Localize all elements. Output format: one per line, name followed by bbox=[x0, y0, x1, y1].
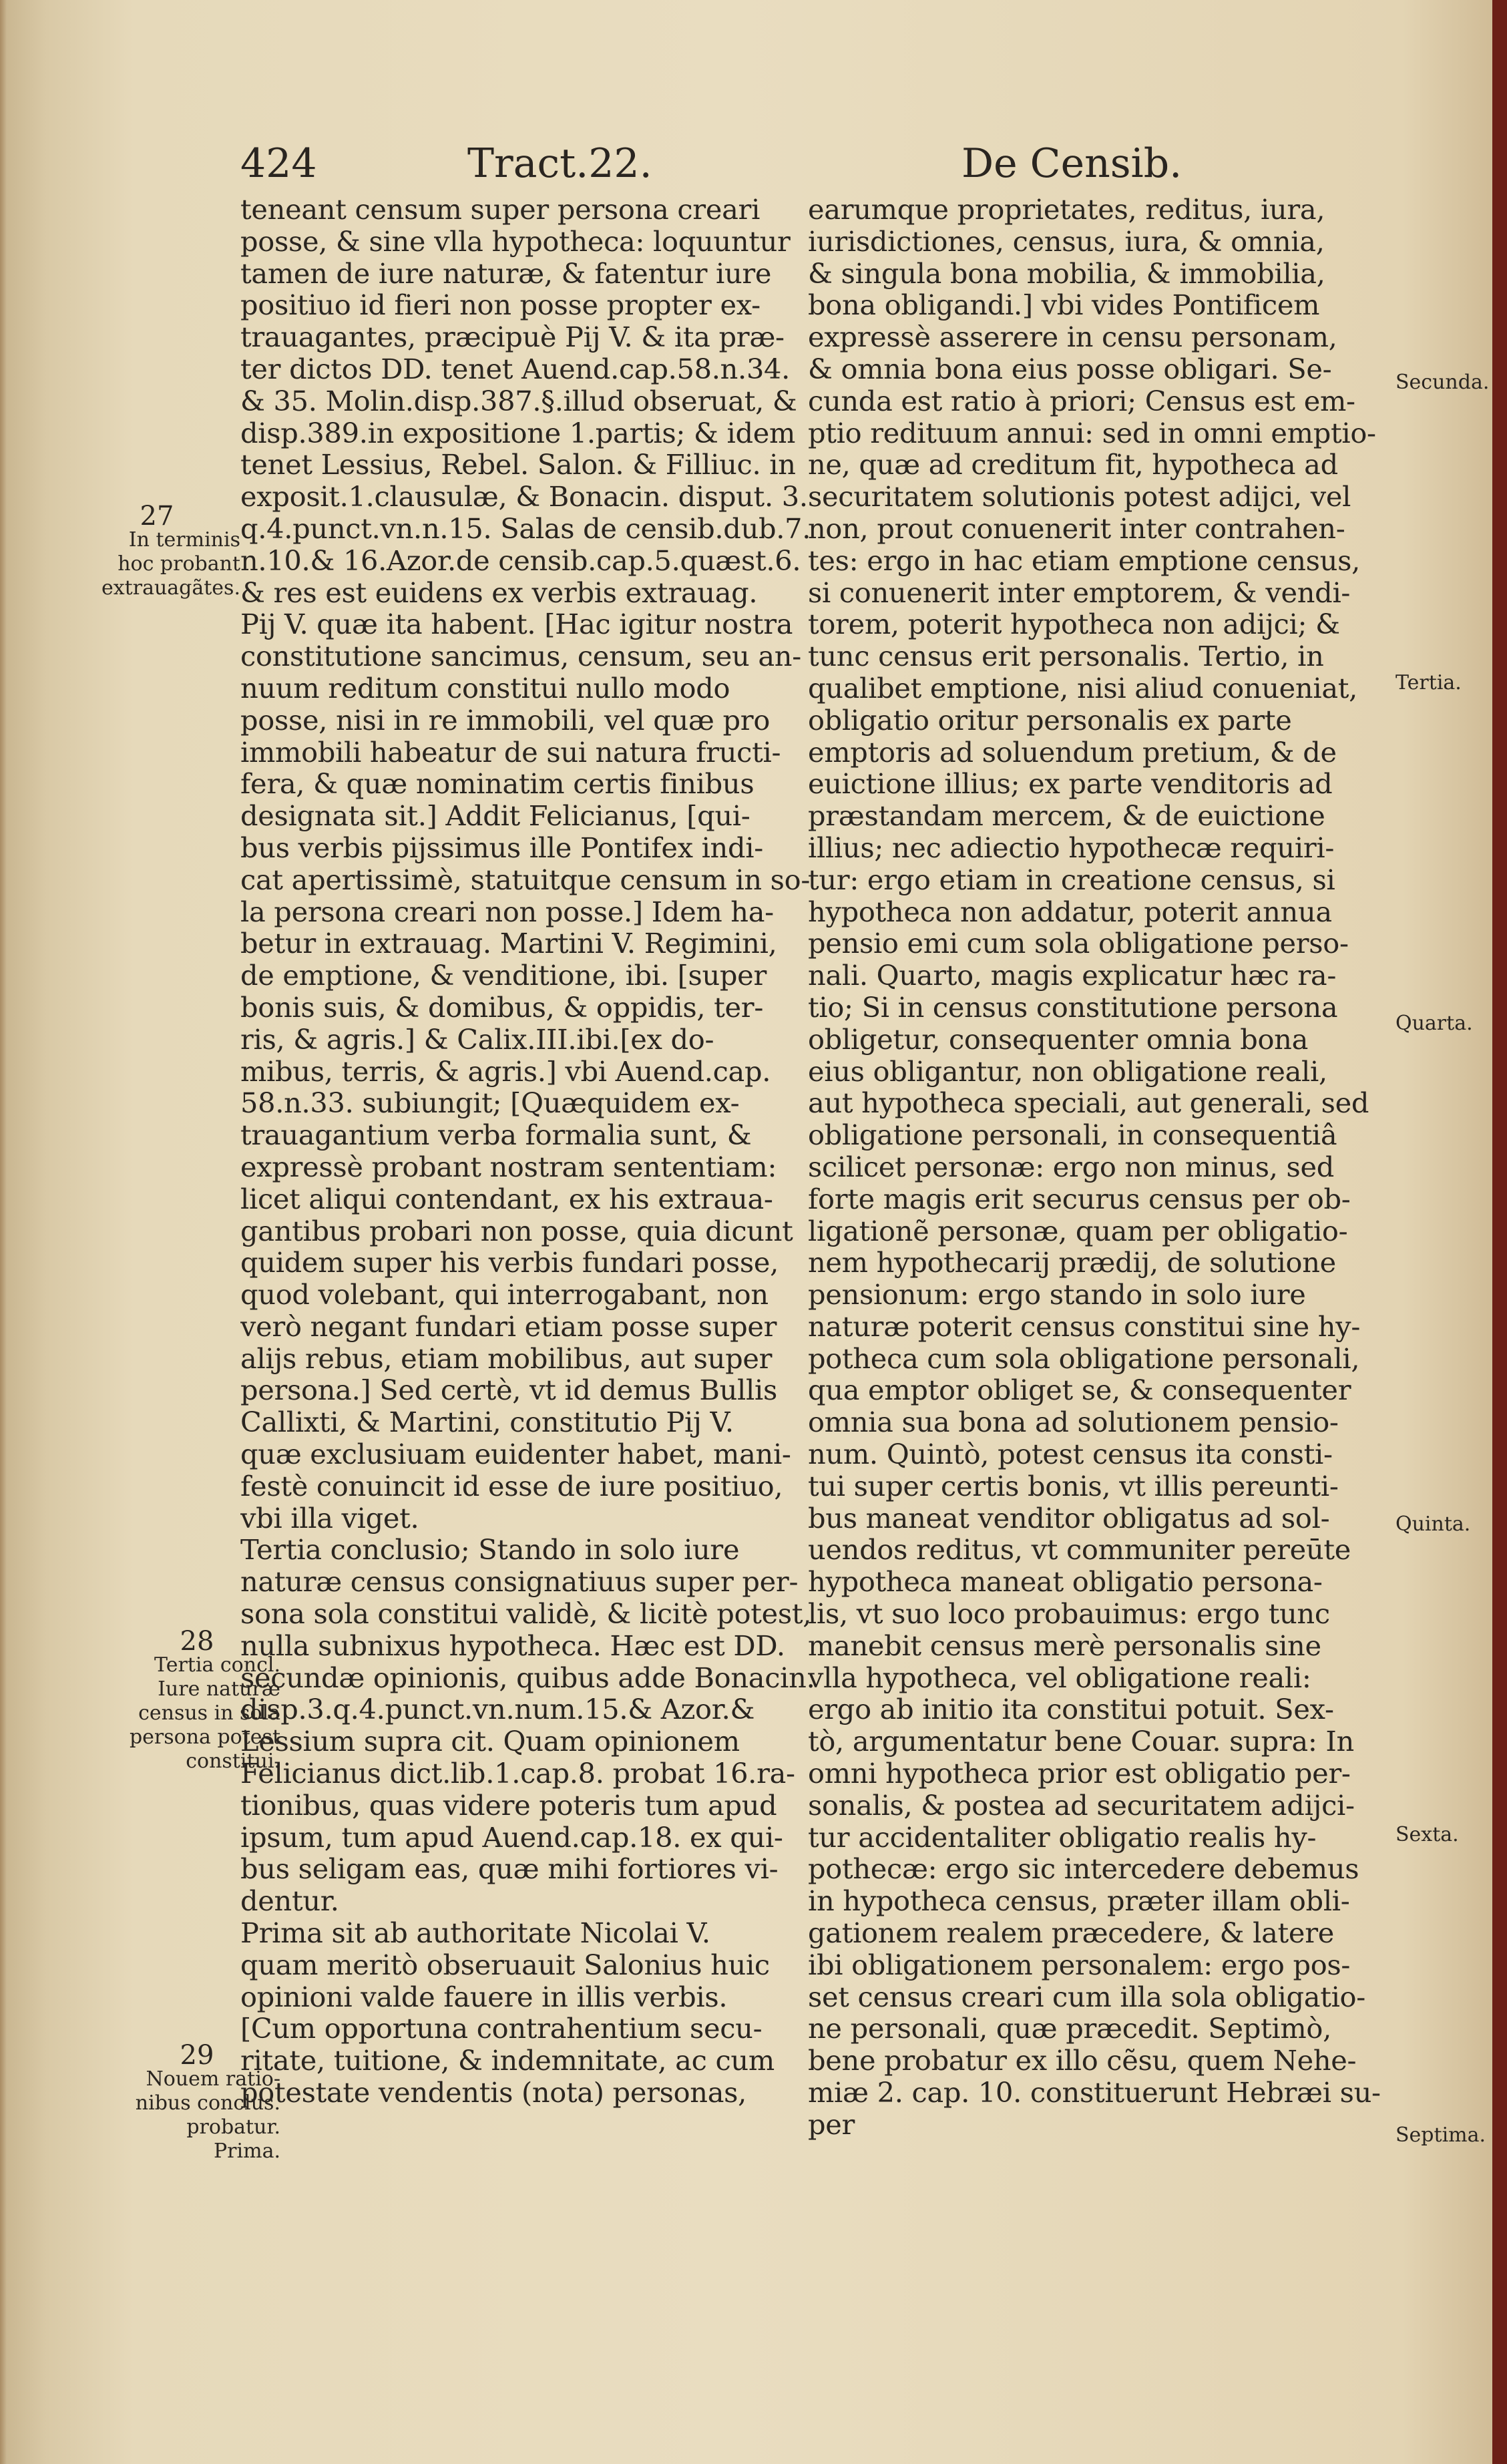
text-line: vbi illa viget. bbox=[240, 1502, 419, 1534]
text-line: lis, vt suo loco probauimus: ergo tunc bbox=[808, 1598, 1330, 1630]
text-line: iurisdictiones, census, iura, & omnia, bbox=[808, 225, 1325, 258]
text-line: immobili habeatur de sui natura fructi- bbox=[240, 736, 781, 769]
text-line: nulla subnixus hypotheca. Hæc est DD. bbox=[240, 1629, 785, 1662]
text-line: ne, quæ ad creditum fit, hypotheca ad bbox=[808, 449, 1338, 481]
text-line: Felicianus dict.lib.1.cap.8. probat 16.ra- bbox=[240, 1758, 795, 1790]
text-line: pensio emi cum sola obligatione perso- bbox=[808, 928, 1349, 960]
text-line: betur in extrauag. Martini V. Regimini, bbox=[240, 928, 777, 960]
text-line: persona.] Sed certè, vt id demus Bullis bbox=[240, 1374, 777, 1407]
text-line: tui super certis bonis, vt illis pereunti- bbox=[808, 1470, 1339, 1502]
text-line: qualibet emptione, nisi aliud conueniat, bbox=[808, 672, 1358, 704]
text-line: tur: ergo etiam in creatione census, si bbox=[808, 863, 1335, 896]
text-line: tunc census erit personalis. Tertio, in bbox=[808, 640, 1324, 672]
margin-note-27 bbox=[73, 501, 240, 600]
text-line: licet aliqui contendant, ex his extraua- bbox=[240, 1183, 773, 1215]
page-number: 424 bbox=[240, 140, 317, 187]
margin-note-29 bbox=[114, 2040, 280, 2164]
text-line: exposit.1.clausulæ, & Bonacin. disput. 3. bbox=[240, 481, 808, 513]
text-line: tò, argumentatur bene Couar. supra: In bbox=[808, 1725, 1354, 1758]
text-line: la persona creari non posse.] Idem ha- bbox=[240, 895, 774, 928]
text-line: q.4.punct.vn.n.15. Salas de censib.dub.7. bbox=[240, 512, 811, 545]
text-line: obligatione personali, in consequentiâ bbox=[808, 1119, 1337, 1151]
text-line: & singula bona mobilia, & immobilia, bbox=[808, 257, 1325, 290]
text-line: ritate, tuitione, & indemnitate, ac cum bbox=[240, 2045, 775, 2077]
text-line: si conuenerit inter emptorem, & vendi- bbox=[808, 576, 1351, 609]
text-line: Tertia conclusio; Stando in solo iure bbox=[240, 1534, 740, 1567]
text-line: obligatio oritur personalis ex parte bbox=[808, 704, 1292, 737]
margin-note-line: Nouem ratio- bbox=[146, 2067, 280, 2091]
text-line: festè conuincit id esse de iure positiuo, bbox=[240, 1470, 783, 1502]
text-line: naturæ census consignatiuus super per- bbox=[240, 1566, 799, 1599]
text-line: miæ 2. cap. 10. constituerunt Hebræi su- bbox=[808, 2077, 1381, 2109]
text-line: nuum reditum constitui nullo modo bbox=[240, 672, 730, 704]
text-line: Callixti, & Martini, constitutio Pij V. bbox=[240, 1406, 734, 1439]
text-line: teneant censum super persona creari bbox=[240, 194, 761, 226]
text-line: positiuo id fieri non posse propter ex- bbox=[240, 289, 761, 322]
text-line: cunda est ratio à priori; Census est em- bbox=[808, 385, 1355, 417]
text-line: 58.n.33. subiungit; [Quæquidem ex- bbox=[240, 1087, 740, 1120]
text-line: sona sola constitui validè, & licitè potest, bbox=[240, 1598, 812, 1630]
text-line: set census creari cum illa sola obligatio- bbox=[808, 1981, 1365, 2013]
text-line: earumque proprietates, reditus, iura, bbox=[808, 194, 1325, 226]
text-line: trauagantium verba formalia sunt, & bbox=[240, 1119, 752, 1151]
text-line: [Cum opportuna contrahentium secu- bbox=[240, 2013, 763, 2045]
text-line: Lessium supra cit. Quam opinionem bbox=[240, 1725, 740, 1758]
text-line: præstandam mercem, & de euictione bbox=[808, 800, 1325, 832]
margin-label-tertia: Tertia. bbox=[1395, 671, 1462, 694]
margin-label-quarta: Quarta. bbox=[1395, 1012, 1473, 1035]
text-line: pothecæ: ergo sic intercedere debemus bbox=[808, 1853, 1359, 1886]
text-line: & 35. Molin.disp.387.§.illud obseruat, & bbox=[240, 385, 797, 417]
text-line: n.10.& 16.Azor.de censib.cap.5.quæst.6. bbox=[240, 544, 801, 577]
margin-note-number: 28 bbox=[180, 1626, 214, 1657]
text-line: mibus, terris, & agris.] vbi Auend.cap. bbox=[240, 1055, 771, 1088]
text-line: designata sit.] Addit Felicianus, [qui- bbox=[240, 800, 750, 832]
text-line: ergo ab initio ita constitui potuit. Sex- bbox=[808, 1693, 1334, 1726]
text-line: posse, & sine vlla hypotheca: loquuntur bbox=[240, 225, 791, 258]
text-line: aut hypotheca speciali, aut generali, sed bbox=[808, 1087, 1369, 1120]
text-line: alijs rebus, etiam mobilibus, aut super bbox=[240, 1342, 773, 1375]
text-line: pensionum: ergo stando in solo iure bbox=[808, 1279, 1306, 1311]
text-line: verò negant fundari etiam posse super bbox=[240, 1310, 777, 1343]
text-line: quæ exclusiuam euidenter habet, mani- bbox=[240, 1438, 791, 1470]
margin-note-line: census in sola bbox=[138, 1701, 280, 1725]
margin-note-line: probatur. bbox=[186, 2115, 280, 2139]
margin-label-quinta: Quinta. bbox=[1395, 1512, 1471, 1536]
text-line: per bbox=[808, 2108, 855, 2141]
margin-note-line: Tertia concl. bbox=[154, 1653, 280, 1677]
text-line: posse, nisi in re immobili, vel quæ pro bbox=[240, 704, 771, 737]
text-line: bus seligam eas, quæ mihi fortiores vi- bbox=[240, 1853, 779, 1886]
text-line: nali. Quarto, magis explicatur hæc ra- bbox=[808, 960, 1337, 992]
text-line: expressè asserere in censu personam, bbox=[808, 321, 1337, 353]
text-line: bene probatur ex illo cẽsu, quem Nehe- bbox=[808, 2045, 1357, 2077]
running-title: De Censib. bbox=[961, 140, 1182, 187]
text-line: ne personali, quæ præcedit. Septimò, bbox=[808, 2013, 1331, 2045]
text-line: quidem super his verbis fundari posse, bbox=[240, 1247, 779, 1279]
text-line: nem hypothecarij prædij, de solutione bbox=[808, 1247, 1336, 1279]
text-line: qua emptor obliget se, & consequenter bbox=[808, 1374, 1351, 1407]
text-line: disp.389.in expositione 1.partis; & idem bbox=[240, 417, 796, 449]
text-line: tionibus, quas videre poteris tum apud bbox=[240, 1789, 777, 1822]
text-line: sonalis, & postea ad securitatem adijci- bbox=[808, 1789, 1355, 1822]
text-line: obligetur, consequenter omnia bona bbox=[808, 1023, 1309, 1056]
text-line: cat apertissimè, statuitque censum in so- bbox=[240, 863, 811, 896]
text-line: constitutione sancimus, censum, seu an- bbox=[240, 640, 801, 672]
text-line: scilicet personæ: ergo non minus, sed bbox=[808, 1151, 1335, 1183]
text-line: uendos reditus, vt communiter pereūte bbox=[808, 1534, 1351, 1567]
text-line: opinioni valde fauere in illis verbis. bbox=[240, 1981, 728, 2013]
margin-note-line: Prima. bbox=[214, 2139, 280, 2163]
text-line: expressè probant nostram sententiam: bbox=[240, 1151, 777, 1183]
left-text-column bbox=[240, 194, 815, 2109]
right-text-column bbox=[808, 194, 1395, 2141]
text-line: omni hypotheca prior est obligatio per- bbox=[808, 1758, 1351, 1790]
page-gutter bbox=[0, 0, 7, 2464]
text-line: & omnia bona eius posse obligari. Se- bbox=[808, 353, 1332, 385]
margin-note-28 bbox=[114, 1626, 280, 1774]
text-line: euictione illius; ex parte venditoris ad bbox=[808, 768, 1333, 801]
text-line: Prima sit ab authoritate Nicolai V. bbox=[240, 1917, 710, 1949]
text-line: bonis suis, & domibus, & oppidis, ter- bbox=[240, 991, 764, 1024]
text-line: omnia sua bona ad solutionem pensio- bbox=[808, 1406, 1339, 1439]
text-line: illius; nec adiectio hypothecæ requiri- bbox=[808, 831, 1335, 864]
treatise-label: Tract.22. bbox=[467, 140, 652, 187]
text-line: tio; Si in census constitutione persona bbox=[808, 991, 1338, 1024]
margin-note-line: hoc probant bbox=[118, 552, 240, 576]
text-line: hypotheca non addatur, poterit annua bbox=[808, 895, 1332, 928]
text-line: secundæ opinionis, quibus adde Bonacin. bbox=[240, 1661, 815, 1694]
margin-note-line: In terminis bbox=[128, 528, 240, 552]
text-line: tenet Lessius, Rebel. Salon. & Filliuc. in bbox=[240, 449, 796, 481]
margin-note-line: Iure naturæ bbox=[158, 1677, 280, 1701]
text-line: potestate vendentis (nota) personas, bbox=[240, 2077, 747, 2109]
text-line: hypotheca maneat obligatio persona- bbox=[808, 1566, 1323, 1599]
text-line: num. Quintò, potest census ita consti- bbox=[808, 1438, 1333, 1470]
text-line: tur accidentaliter obligatio realis hy- bbox=[808, 1821, 1317, 1854]
text-line: bus maneat venditor obligatus ad sol- bbox=[808, 1502, 1330, 1534]
margin-note-line: constitui. bbox=[186, 1750, 280, 1773]
text-line: ter dictos DD. tenet Auend.cap.58.n.34. bbox=[240, 353, 791, 385]
text-line: torem, poterit hypotheca non adijci; & bbox=[808, 608, 1340, 641]
text-line: disp.3.q.4.punct.vn.num.15.& Azor.& bbox=[240, 1693, 755, 1726]
text-line: manebit census merè personalis sine bbox=[808, 1629, 1321, 1662]
text-line: in hypotheca census, præter illam obli- bbox=[808, 1885, 1350, 1918]
text-line: eius obligantur, non obligatione reali, bbox=[808, 1055, 1327, 1088]
margin-note-number: 27 bbox=[140, 501, 174, 532]
text-line: fera, & quæ nominatim certis finibus bbox=[240, 768, 755, 801]
margin-label-sexta: Sexta. bbox=[1395, 1823, 1459, 1846]
text-line: bus verbis pijssimus ille Pontifex indi- bbox=[240, 831, 763, 864]
text-line: ibi obligationem personalem: ergo pos- bbox=[808, 1948, 1351, 1981]
text-line: ptio redituum annui: sed in omni emptio- bbox=[808, 417, 1376, 449]
text-line: potheca cum sola obligatione personali, bbox=[808, 1342, 1360, 1375]
text-line: ris, & agris.] & Calix.III.ibi.[ex do- bbox=[240, 1023, 714, 1056]
text-line: forte magis erit securus census per ob- bbox=[808, 1183, 1351, 1215]
text-line: securitatem solutionis potest adijci, vel bbox=[808, 481, 1351, 513]
margin-label-septima: Septima. bbox=[1395, 2123, 1486, 2147]
running-header bbox=[240, 140, 1456, 194]
page-red-edge bbox=[1492, 0, 1507, 2464]
text-line: & res est euidens ex verbis extrauag. bbox=[240, 576, 758, 609]
text-line: emptoris ad soluendum pretium, & de bbox=[808, 736, 1337, 769]
margin-note-number: 29 bbox=[180, 2040, 214, 2071]
text-line: ipsum, tum apud Auend.cap.18. ex qui- bbox=[240, 1821, 783, 1854]
text-line: ligationẽ personæ, quam per obligatio- bbox=[808, 1215, 1348, 1247]
text-line: vlla hypotheca, vel obligatione reali: bbox=[808, 1661, 1311, 1694]
text-line: dentur. bbox=[240, 1885, 339, 1918]
text-line: Pij V. quæ ita habent. [Hac igitur nostra bbox=[240, 608, 793, 641]
margin-note-line: nibus conclus. bbox=[135, 2091, 280, 2115]
text-line: quam meritò obseruauit Salonius huic bbox=[240, 1948, 770, 1981]
text-line: quod volebant, qui interrogabant, non bbox=[240, 1279, 769, 1311]
text-line: trauagantes, præcipuè Pij V. & ita præ- bbox=[240, 321, 785, 353]
text-line: non, prout conuenerit inter contrahen- bbox=[808, 512, 1345, 545]
text-line: naturæ poterit census constitui sine hy- bbox=[808, 1310, 1361, 1343]
margin-note-line: persona potest bbox=[129, 1725, 280, 1749]
text-line: bona obligandi.] vbi vides Pontificem bbox=[808, 289, 1320, 322]
text-line: gationem realem præcedere, & latere bbox=[808, 1917, 1334, 1949]
margin-note-line: extrauagãtes. bbox=[101, 576, 240, 600]
text-line: de emptione, & venditione, ibi. [super bbox=[240, 960, 767, 992]
text-line: tes: ergo in hac etiam emptione census, bbox=[808, 544, 1360, 577]
text-line: tamen de iure naturæ, & fatentur iure bbox=[240, 257, 772, 290]
text-line: gantibus probari non posse, quia dicunt bbox=[240, 1215, 793, 1247]
margin-label-secunda: Secunda. bbox=[1395, 371, 1490, 394]
